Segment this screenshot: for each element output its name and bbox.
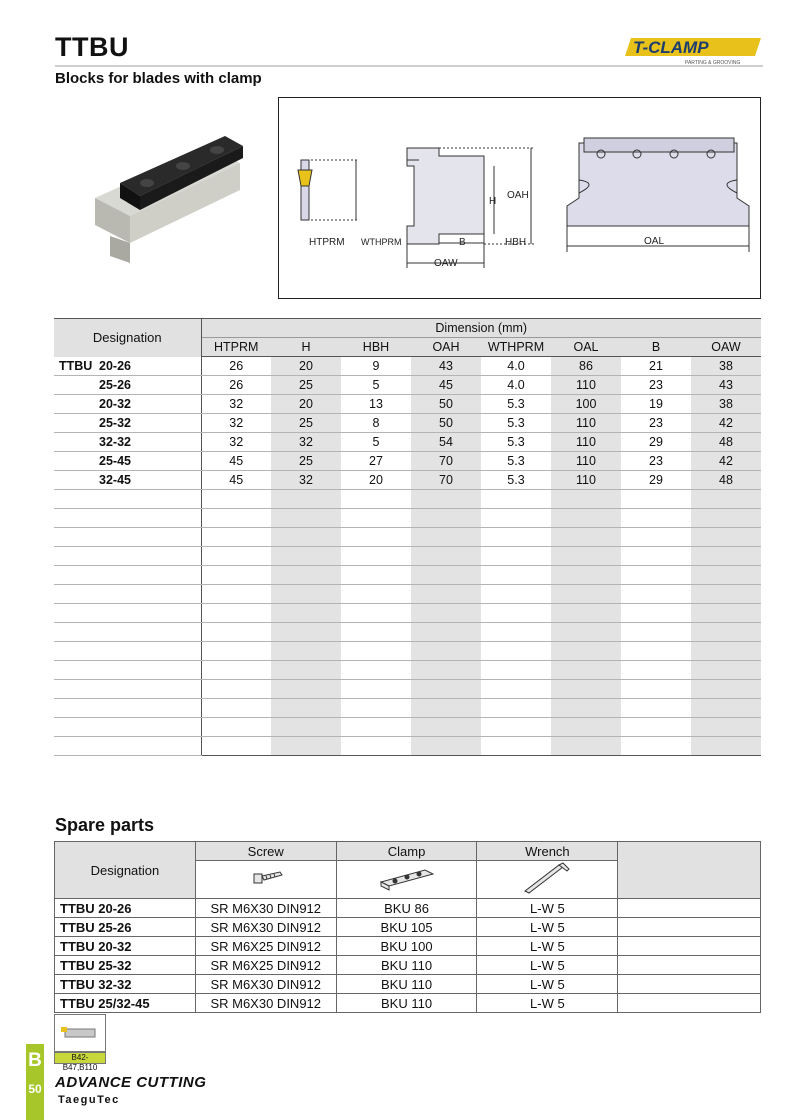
table-row bbox=[54, 395, 761, 414]
spare-row bbox=[55, 937, 761, 956]
empty-cell bbox=[271, 623, 341, 642]
cell-oaw: 43 bbox=[691, 376, 761, 395]
cell-oal: 86 bbox=[551, 357, 621, 376]
cell-oah: 70 bbox=[411, 452, 481, 471]
spare-row bbox=[55, 994, 761, 1013]
empty-cell bbox=[621, 585, 691, 604]
cell-wthprm: 4.0 bbox=[481, 376, 551, 395]
spare-row bbox=[55, 899, 761, 918]
empty-cell bbox=[481, 585, 551, 604]
empty-cell bbox=[341, 661, 411, 680]
label-oah: OAH bbox=[507, 190, 529, 201]
empty-cell bbox=[481, 718, 551, 737]
row-designation bbox=[54, 471, 201, 490]
cell-wthprm: 5.3 bbox=[481, 395, 551, 414]
cell-oal: 110 bbox=[551, 376, 621, 395]
empty-cell bbox=[481, 699, 551, 718]
empty-cell bbox=[411, 509, 481, 528]
designation-size: 32-45 bbox=[99, 473, 131, 487]
spare-row bbox=[55, 918, 761, 937]
empty-cell bbox=[271, 490, 341, 509]
empty-cell bbox=[551, 642, 621, 661]
reference-pages: B42-B47,B110 bbox=[54, 1052, 106, 1064]
empty-cell bbox=[411, 718, 481, 737]
designation-size: 20-32 bbox=[99, 397, 131, 411]
empty-cell bbox=[54, 566, 201, 585]
spare-blank-header bbox=[618, 842, 761, 899]
empty-cell bbox=[621, 737, 691, 756]
empty-cell bbox=[54, 528, 201, 547]
cell-hbh: 20 bbox=[341, 471, 411, 490]
empty-cell bbox=[271, 585, 341, 604]
spare-clamp: BKU 100 bbox=[336, 937, 477, 956]
col-oaw: OAW bbox=[691, 338, 761, 357]
cell-oaw: 38 bbox=[691, 357, 761, 376]
cell-htprm: 45 bbox=[201, 452, 271, 471]
empty-cell bbox=[341, 623, 411, 642]
empty-cell bbox=[341, 737, 411, 756]
spare-clamp: BKU 105 bbox=[336, 918, 477, 937]
empty-cell bbox=[621, 566, 691, 585]
spare-blank bbox=[618, 994, 761, 1013]
empty-cell bbox=[411, 604, 481, 623]
spare-clamp: BKU 110 bbox=[336, 994, 477, 1013]
empty-cell bbox=[551, 604, 621, 623]
empty-cell bbox=[691, 737, 761, 756]
empty-row bbox=[54, 737, 761, 756]
cell-h: 25 bbox=[271, 414, 341, 433]
brand-name: ADVANCE CUTTING bbox=[55, 1074, 207, 1091]
empty-cell bbox=[201, 661, 271, 680]
empty-cell bbox=[551, 490, 621, 509]
label-oal: OAL bbox=[644, 236, 665, 247]
empty-row bbox=[54, 699, 761, 718]
empty-cell bbox=[201, 699, 271, 718]
spare-col-wrench: Wrench bbox=[477, 842, 618, 861]
empty-cell bbox=[691, 642, 761, 661]
empty-cell bbox=[54, 604, 201, 623]
col-oah: OAH bbox=[411, 338, 481, 357]
empty-cell bbox=[271, 737, 341, 756]
spare-wrench: L-W 5 bbox=[477, 956, 618, 975]
empty-row bbox=[54, 604, 761, 623]
empty-cell bbox=[341, 604, 411, 623]
page-title: TTBU bbox=[55, 32, 129, 62]
cell-h: 25 bbox=[271, 452, 341, 471]
empty-cell bbox=[411, 547, 481, 566]
empty-row bbox=[54, 528, 761, 547]
clamp-icon bbox=[336, 861, 477, 899]
empty-cell bbox=[621, 661, 691, 680]
empty-cell bbox=[54, 699, 201, 718]
empty-cell bbox=[621, 490, 691, 509]
empty-cell bbox=[621, 623, 691, 642]
spare-designation: TTBU 25-32 bbox=[55, 956, 196, 975]
page-number: 50 bbox=[28, 1082, 42, 1096]
empty-cell bbox=[551, 680, 621, 699]
empty-cell bbox=[481, 737, 551, 756]
cell-oaw: 42 bbox=[691, 414, 761, 433]
empty-cell bbox=[691, 566, 761, 585]
spare-screw: SR M6X30 DIN912 bbox=[195, 899, 336, 918]
designation-size: 32-32 bbox=[99, 435, 131, 449]
cell-oal: 110 bbox=[551, 471, 621, 490]
empty-cell bbox=[341, 718, 411, 737]
row-designation bbox=[54, 414, 201, 433]
cell-wthprm: 5.3 bbox=[481, 433, 551, 452]
designation-size: 25-32 bbox=[99, 416, 131, 430]
empty-cell bbox=[691, 585, 761, 604]
cell-h: 20 bbox=[271, 357, 341, 376]
empty-cell bbox=[481, 642, 551, 661]
empty-row bbox=[54, 718, 761, 737]
empty-cell bbox=[201, 737, 271, 756]
empty-cell bbox=[691, 490, 761, 509]
empty-cell bbox=[691, 661, 761, 680]
cell-h: 25 bbox=[271, 376, 341, 395]
cell-wthprm: 4.0 bbox=[481, 357, 551, 376]
cell-oah: 70 bbox=[411, 471, 481, 490]
empty-cell bbox=[481, 509, 551, 528]
table-row bbox=[54, 357, 761, 376]
empty-cell bbox=[411, 642, 481, 661]
cell-htprm: 32 bbox=[201, 414, 271, 433]
empty-cell bbox=[54, 737, 201, 756]
empty-cell bbox=[54, 680, 201, 699]
wrench-icon bbox=[477, 861, 618, 899]
empty-cell bbox=[411, 699, 481, 718]
col-b: B bbox=[621, 338, 691, 357]
empty-row bbox=[54, 585, 761, 604]
empty-cell bbox=[481, 604, 551, 623]
empty-cell bbox=[54, 509, 201, 528]
empty-cell bbox=[201, 547, 271, 566]
cell-hbh: 27 bbox=[341, 452, 411, 471]
spare-wrench: L-W 5 bbox=[477, 937, 618, 956]
cell-b: 29 bbox=[621, 471, 691, 490]
cell-htprm: 26 bbox=[201, 357, 271, 376]
designation-prefix: TTBU bbox=[59, 358, 93, 373]
empty-cell bbox=[411, 623, 481, 642]
cell-oaw: 42 bbox=[691, 452, 761, 471]
row-designation bbox=[54, 395, 201, 414]
empty-cell bbox=[201, 585, 271, 604]
product-photo bbox=[85, 128, 250, 268]
spare-blank bbox=[618, 899, 761, 918]
empty-cell bbox=[271, 718, 341, 737]
spare-screw: SR M6X25 DIN912 bbox=[195, 956, 336, 975]
empty-cell bbox=[691, 699, 761, 718]
table-row bbox=[54, 414, 761, 433]
empty-cell bbox=[691, 718, 761, 737]
spare-designation: TTBU 25/32-45 bbox=[55, 994, 196, 1013]
empty-cell bbox=[691, 528, 761, 547]
empty-cell bbox=[201, 718, 271, 737]
empty-cell bbox=[201, 604, 271, 623]
spare-col-clamp: Clamp bbox=[336, 842, 477, 861]
spare-col-screw: Screw bbox=[195, 842, 336, 861]
row-designation bbox=[54, 376, 201, 395]
empty-cell bbox=[341, 680, 411, 699]
col-htprm: HTPRM bbox=[201, 338, 271, 357]
empty-cell bbox=[341, 528, 411, 547]
empty-cell bbox=[271, 509, 341, 528]
cell-oal: 110 bbox=[551, 433, 621, 452]
spare-row bbox=[55, 975, 761, 994]
cell-hbh: 9 bbox=[341, 357, 411, 376]
label-wthprm: WTHPRM bbox=[361, 237, 402, 247]
cell-b: 23 bbox=[621, 376, 691, 395]
empty-row bbox=[54, 623, 761, 642]
spare-wrench: L-W 5 bbox=[477, 918, 618, 937]
empty-cell bbox=[551, 623, 621, 642]
empty-cell bbox=[201, 509, 271, 528]
cell-b: 29 bbox=[621, 433, 691, 452]
table-row bbox=[54, 433, 761, 452]
brand-subname: TaeguTec bbox=[58, 1094, 120, 1106]
table-row bbox=[54, 376, 761, 395]
empty-cell bbox=[691, 547, 761, 566]
cell-htprm: 32 bbox=[201, 433, 271, 452]
cell-wthprm: 5.3 bbox=[481, 452, 551, 471]
empty-cell bbox=[621, 699, 691, 718]
spare-blank bbox=[618, 975, 761, 994]
spare-clamp: BKU 110 bbox=[336, 975, 477, 994]
empty-cell bbox=[341, 585, 411, 604]
spare-designation: TTBU 32-32 bbox=[55, 975, 196, 994]
empty-cell bbox=[341, 547, 411, 566]
spare-clamp: BKU 86 bbox=[336, 899, 477, 918]
dimension-header: Dimension (mm) bbox=[201, 319, 761, 338]
spare-screw: SR M6X30 DIN912 bbox=[195, 975, 336, 994]
row-designation bbox=[54, 357, 201, 376]
empty-cell bbox=[551, 509, 621, 528]
label-hbh: HBH bbox=[505, 237, 527, 248]
empty-cell bbox=[411, 737, 481, 756]
empty-row bbox=[54, 547, 761, 566]
designation-size: 25-26 bbox=[99, 378, 131, 392]
designation-header: Designation bbox=[54, 319, 201, 357]
empty-cell bbox=[551, 718, 621, 737]
row-designation bbox=[54, 452, 201, 471]
cell-oah: 50 bbox=[411, 414, 481, 433]
cell-oal: 100 bbox=[551, 395, 621, 414]
empty-cell bbox=[341, 566, 411, 585]
cell-h: 20 bbox=[271, 395, 341, 414]
cell-oah: 43 bbox=[411, 357, 481, 376]
spare-designation: TTBU 25-26 bbox=[55, 918, 196, 937]
label-h: H bbox=[489, 196, 497, 207]
empty-cell bbox=[54, 718, 201, 737]
spare-wrench: L-W 5 bbox=[477, 994, 618, 1013]
cell-hbh: 13 bbox=[341, 395, 411, 414]
empty-cell bbox=[201, 490, 271, 509]
spare-screw: SR M6X30 DIN912 bbox=[195, 918, 336, 937]
cell-oah: 50 bbox=[411, 395, 481, 414]
spare-clamp: BKU 110 bbox=[336, 956, 477, 975]
page-subtitle: Blocks for blades with clamp bbox=[55, 70, 262, 87]
screw-icon bbox=[195, 861, 336, 899]
spare-blank bbox=[618, 956, 761, 975]
label-b: B bbox=[459, 237, 466, 248]
empty-cell bbox=[621, 680, 691, 699]
cell-b: 23 bbox=[621, 452, 691, 471]
empty-cell bbox=[271, 699, 341, 718]
empty-cell bbox=[341, 642, 411, 661]
empty-cell bbox=[271, 528, 341, 547]
designation-size: 25-45 bbox=[99, 454, 131, 468]
empty-cell bbox=[551, 547, 621, 566]
logo-subtext: PARTING & GROOVING bbox=[685, 60, 741, 66]
empty-cell bbox=[201, 528, 271, 547]
empty-cell bbox=[341, 509, 411, 528]
empty-cell bbox=[621, 604, 691, 623]
empty-cell bbox=[54, 642, 201, 661]
empty-cell bbox=[201, 680, 271, 699]
designation-size: 20-26 bbox=[99, 358, 131, 373]
empty-cell bbox=[551, 528, 621, 547]
cell-oaw: 38 bbox=[691, 395, 761, 414]
empty-cell bbox=[621, 528, 691, 547]
spare-blank bbox=[618, 918, 761, 937]
spare-screw: SR M6X30 DIN912 bbox=[195, 994, 336, 1013]
empty-row bbox=[54, 680, 761, 699]
spare-parts-title: Spare parts bbox=[55, 815, 155, 835]
cell-oal: 110 bbox=[551, 414, 621, 433]
empty-cell bbox=[551, 737, 621, 756]
cell-b: 19 bbox=[621, 395, 691, 414]
cell-htprm: 26 bbox=[201, 376, 271, 395]
empty-cell bbox=[201, 566, 271, 585]
cell-h: 32 bbox=[271, 433, 341, 452]
empty-cell bbox=[551, 585, 621, 604]
spare-designation: TTBU 20-26 bbox=[55, 899, 196, 918]
cell-oah: 45 bbox=[411, 376, 481, 395]
empty-cell bbox=[411, 585, 481, 604]
table-row bbox=[54, 452, 761, 471]
spare-designation-header: Designation bbox=[55, 842, 196, 899]
empty-row bbox=[54, 566, 761, 585]
empty-cell bbox=[481, 547, 551, 566]
empty-cell bbox=[691, 604, 761, 623]
cell-b: 21 bbox=[621, 357, 691, 376]
empty-cell bbox=[54, 490, 201, 509]
empty-cell bbox=[271, 547, 341, 566]
empty-cell bbox=[621, 509, 691, 528]
logo-text: T-CLAMP bbox=[633, 38, 709, 57]
spare-row bbox=[55, 956, 761, 975]
spare-wrench: L-W 5 bbox=[477, 975, 618, 994]
empty-cell bbox=[54, 547, 201, 566]
empty-cell bbox=[481, 661, 551, 680]
label-oaw: OAW bbox=[434, 258, 458, 269]
cell-hbh: 8 bbox=[341, 414, 411, 433]
cell-oal: 110 bbox=[551, 452, 621, 471]
cell-b: 23 bbox=[621, 414, 691, 433]
empty-cell bbox=[551, 661, 621, 680]
empty-cell bbox=[481, 490, 551, 509]
col-hbh: HBH bbox=[341, 338, 411, 357]
empty-cell bbox=[201, 623, 271, 642]
section-letter: B bbox=[28, 1050, 42, 1071]
table-row bbox=[54, 471, 761, 490]
cell-h: 32 bbox=[271, 471, 341, 490]
col-oal: OAL bbox=[551, 338, 621, 357]
spare-screw: SR M6X25 DIN912 bbox=[195, 937, 336, 956]
cell-htprm: 45 bbox=[201, 471, 271, 490]
empty-row bbox=[54, 490, 761, 509]
col-wthprm: WTHPRM bbox=[481, 338, 551, 357]
cell-wthprm: 5.3 bbox=[481, 414, 551, 433]
empty-cell bbox=[271, 642, 341, 661]
spare-wrench: L-W 5 bbox=[477, 899, 618, 918]
empty-cell bbox=[551, 699, 621, 718]
technical-diagram bbox=[278, 97, 761, 299]
cell-oaw: 48 bbox=[691, 433, 761, 452]
empty-cell bbox=[481, 566, 551, 585]
empty-cell bbox=[271, 604, 341, 623]
row-designation bbox=[54, 433, 201, 452]
cell-wthprm: 5.3 bbox=[481, 471, 551, 490]
t-clamp-logo bbox=[625, 32, 763, 66]
empty-cell bbox=[621, 547, 691, 566]
empty-cell bbox=[271, 661, 341, 680]
empty-cell bbox=[551, 566, 621, 585]
empty-cell bbox=[54, 661, 201, 680]
empty-cell bbox=[201, 642, 271, 661]
empty-cell bbox=[411, 490, 481, 509]
spare-parts-table bbox=[54, 841, 761, 1013]
empty-cell bbox=[411, 661, 481, 680]
cell-oah: 54 bbox=[411, 433, 481, 452]
empty-cell bbox=[271, 680, 341, 699]
label-htprm: HTPRM bbox=[309, 237, 345, 248]
empty-row bbox=[54, 509, 761, 528]
empty-cell bbox=[481, 528, 551, 547]
empty-cell bbox=[411, 680, 481, 699]
empty-cell bbox=[481, 680, 551, 699]
empty-cell bbox=[691, 623, 761, 642]
empty-cell bbox=[691, 509, 761, 528]
empty-row bbox=[54, 642, 761, 661]
empty-cell bbox=[411, 566, 481, 585]
empty-cell bbox=[341, 490, 411, 509]
spare-blank bbox=[618, 937, 761, 956]
cell-hbh: 5 bbox=[341, 433, 411, 452]
empty-cell bbox=[271, 566, 341, 585]
cell-oaw: 48 bbox=[691, 471, 761, 490]
empty-cell bbox=[481, 623, 551, 642]
col-h: H bbox=[271, 338, 341, 357]
empty-cell bbox=[54, 585, 201, 604]
empty-row bbox=[54, 661, 761, 680]
cell-hbh: 5 bbox=[341, 376, 411, 395]
empty-cell bbox=[411, 528, 481, 547]
empty-cell bbox=[54, 623, 201, 642]
empty-cell bbox=[341, 699, 411, 718]
spare-designation: TTBU 20-32 bbox=[55, 937, 196, 956]
cell-htprm: 32 bbox=[201, 395, 271, 414]
empty-cell bbox=[621, 718, 691, 737]
dimension-table bbox=[54, 318, 761, 756]
empty-cell bbox=[621, 642, 691, 661]
reference-thumbnail bbox=[54, 1014, 106, 1052]
empty-cell bbox=[691, 680, 761, 699]
